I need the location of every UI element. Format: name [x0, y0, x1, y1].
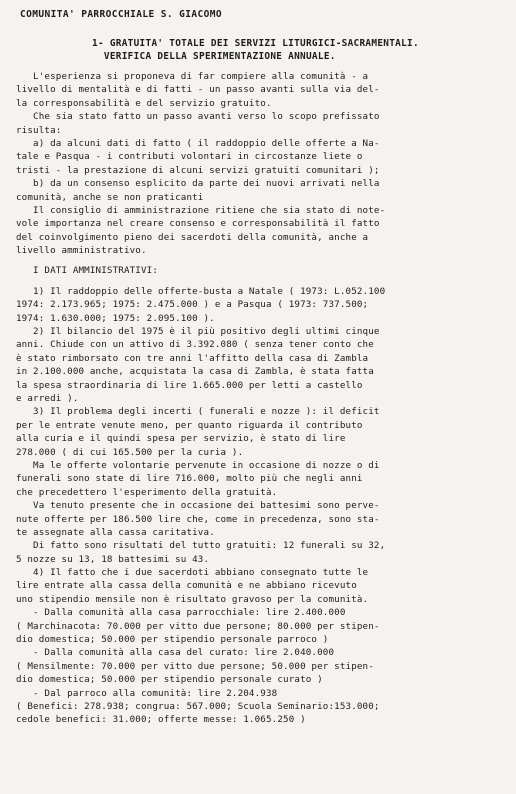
text-line: 3) Il problema degli incerti ( funerali e nozze ): il deficit: [16, 406, 380, 418]
text-line: 278.000 ( di cui 165.500 per la curia ).: [16, 446, 244, 458]
text-line: è stato rimborsato con tre anni l'affitto della casa di Zambla: [16, 352, 369, 364]
text-line: 4) Il fatto che i due sacerdoti abbiano consegnato tutte le: [16, 567, 369, 579]
text-line: dio domestica; 50.000 per stipendio personale parroco ): [16, 634, 329, 646]
blank-line: [16, 278, 502, 285]
text-line: Che sia stato fatto un passo avanti verso lo scopo prefissato: [16, 111, 380, 123]
text-line: lire entrate alla cassa della comunità e ne abbiano ricevuto: [16, 580, 357, 592]
text-line: tristi - la prestazione di alcuni servizi gratuiti comunitari );: [16, 164, 380, 176]
text-line: 5 nozze su 13, 18 battesimi su 43.: [16, 553, 210, 565]
text-line: tale e Pasqua - i contributi volontari in circostanze liete o: [16, 151, 363, 163]
text-line: uno stipendio mensile non è risultato gravoso per la comunità.: [16, 593, 369, 605]
text-line: ( Marchinacota: 70.000 per vitto due persone; 80.000 per stipen-: [16, 620, 380, 632]
text-line: la spesa straordinaria di lire 1.665.000 per letti a castello: [16, 379, 363, 391]
text-line: Il consiglio di amministrazione ritiene che sia stato di note-: [16, 204, 386, 216]
text-line: cedole benefici: 31.000; offerte messe: 1.065.250 ): [16, 714, 306, 726]
text-line: vole importanza nel creare consenso e corresponsabilità il fatto: [16, 218, 380, 230]
text-line: Di fatto sono risultati del tutto gratuiti: 12 funerali su 32,: [16, 540, 386, 552]
text-line: ( Benefici: 278.938; congrua: 567.000; Scuola Seminario:153.000;: [16, 700, 380, 712]
text-line: 1974: 1.630.000; 1975: 2.095.100 ).: [16, 312, 215, 324]
text-line: nute offerte per 186.500 lire che, come in precedenza, sono sta-: [16, 513, 380, 525]
text-line: dio domestica; 50.000 per stipendio personale curato ): [16, 674, 323, 686]
text-line: e arredi ).: [16, 392, 79, 404]
text-line: la corresponsabilità e del servizio gratuito.: [16, 97, 272, 109]
text-line: - Dal parroco alla comunità: lire 2.204.938: [16, 687, 278, 699]
text-line: 2) Il bilancio del 1975 è il più positivo degli ultimi cinque: [16, 326, 380, 338]
text-line: anni. Chiude con un attivo di 3.392.080 ( senza tener conto che: [16, 339, 374, 351]
text-line: livello di mentalità e di fatti - un passo avanti sulla via del-: [16, 84, 380, 96]
text-line: alla curia e il quindi spesa per servizio, è stato di lire: [16, 433, 346, 445]
text-line: - Dalla comunità alla casa parrocchiale: lire 2.400.000: [16, 607, 346, 619]
document-body: [16, 70, 502, 727]
text-line: a) da alcuni dati di fatto ( il raddoppio delle offerte a Na-: [16, 137, 380, 149]
text-line: che precedettero l'esperimento della gratuità.: [16, 486, 278, 498]
document-title: [92, 37, 502, 64]
text-line: Va tenuto presente che in occasione dei battesimi sono perve-: [16, 500, 380, 512]
title-line: 1- GRATUITA' TOTALE DEI SERVIZI LITURGICI-SACRAMENTALI.: [92, 38, 419, 49]
text-line: del coinvolgimento pieno dei sacerdoti della comunità, anche a: [16, 231, 369, 243]
text-line: 1) Il raddoppio delle offerte-busta a Natale ( 1973: L.052.100: [16, 285, 386, 297]
text-line: 1974: 2.173.965; 1975: 2.475.000 ) e a Pasqua ( 1973: 737.500;: [16, 299, 369, 311]
document-header: COMUNITA' PARROCCHIALE S. GIACOMO: [20, 9, 222, 20]
text-line: b) da un consenso esplicito da parte dei nuovi arrivati nella: [16, 178, 380, 190]
title-line: VERIFICA DELLA SPERIMENTAZIONE ANNUALE.: [92, 51, 336, 63]
text-line: comunità, anche se non praticanti: [16, 191, 204, 203]
text-line: Ma le offerte volontarie pervenute in occasione di nozze o di: [16, 459, 380, 471]
text-line: ( Mensilmente: 70.000 per vitto due persone; 50.000 per stipen-: [16, 660, 374, 672]
text-line: L'esperienza si proponeva di far compiere alla comunità - a: [16, 71, 369, 82]
text-line: I DATI AMMINISTRATIVI:: [16, 265, 159, 277]
text-line: funerali sono state di lire 716.000, molto più che negli anni: [16, 473, 363, 485]
text-line: te assegnate alla cassa caritativa.: [16, 526, 215, 538]
text-line: risulta:: [16, 124, 62, 136]
text-line: livello amministrativo.: [16, 245, 147, 257]
text-line: in 2.100.000 anche, acquistata la casa di Zambla, è stata fatta: [16, 366, 374, 378]
text-line: - Dalla comunità alla casa del curato: lire 2.040.000: [16, 647, 335, 659]
text-line: per le entrate venute meno, per quanto riguarda il contributo: [16, 419, 363, 431]
blank-line: [16, 257, 502, 264]
